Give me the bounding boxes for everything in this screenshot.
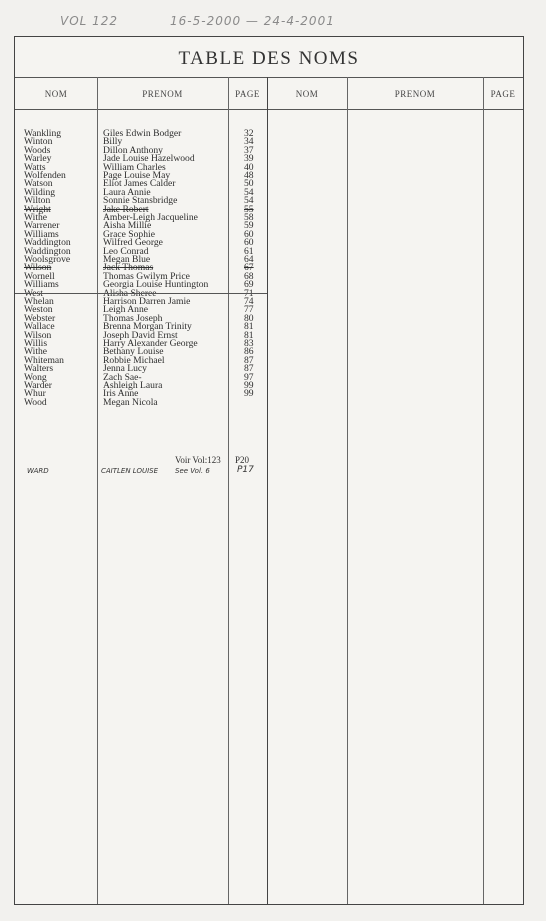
- entry-prenom: Amber-Leigh Jacqueline: [103, 212, 198, 223]
- title-rule: [15, 77, 523, 78]
- entry-prenom: Brenna Morgan Trinity: [103, 321, 192, 333]
- entry-nom: Wilding: [24, 186, 56, 198]
- entry-nom: Williams: [24, 279, 59, 291]
- handwritten-entry-see: See Vol. 6: [175, 467, 210, 475]
- entry-nom: Wallace: [24, 321, 55, 333]
- see-volume-page: P20: [235, 455, 250, 465]
- entry-prenom: Ashleigh Laura: [103, 380, 163, 391]
- entry-nom: Woolsgrove: [24, 254, 71, 265]
- entry-nom: Waddington: [24, 245, 71, 257]
- entry-nom: West: [24, 287, 43, 299]
- entry-prenom: Alisha Sheree: [103, 287, 157, 299]
- entry-nom: Wilton: [24, 195, 51, 207]
- entry-page: 40: [244, 161, 254, 173]
- entry-nom: Watson: [24, 178, 53, 190]
- col-divider-5: [483, 77, 484, 904]
- entry-prenom: Harry Alexander George: [103, 338, 198, 349]
- section-divider: [15, 293, 267, 294]
- index-table: [14, 36, 524, 905]
- entry-prenom: Georgia Louise Huntington: [103, 279, 209, 291]
- entry-nom: Wankling: [24, 128, 62, 139]
- entry-nom: Williams: [24, 228, 59, 240]
- entry-nom: Wong: [24, 371, 47, 383]
- entry-page: 67: [244, 262, 254, 274]
- entry-prenom: Robbie Michael: [103, 354, 165, 366]
- entry-nom: Withe: [24, 346, 48, 358]
- entry-nom: Whelan: [24, 296, 54, 307]
- entry-prenom: Jake Robert: [103, 203, 149, 215]
- col-head-prenom-left: PRENOM: [142, 89, 183, 99]
- entry-page: 60: [244, 228, 254, 240]
- col-head-nom-left: NOM: [44, 89, 68, 99]
- entry-nom: Warrener: [24, 220, 60, 232]
- entry-nom: Whur: [24, 388, 46, 400]
- entry-page: 60: [244, 237, 254, 249]
- entry-nom: Winton: [24, 136, 53, 148]
- entry-prenom: Thomas Gwilym Price: [103, 270, 190, 282]
- entry-page: 34: [244, 136, 254, 148]
- handwritten-entry-nom: WARD: [27, 467, 49, 475]
- entry-prenom: Dillon Anthony: [103, 144, 163, 156]
- entry-nom: Waddington: [24, 237, 71, 249]
- entry-page: 39: [244, 153, 254, 165]
- handwritten-entry-prenom: CAITLEN LOUISE: [101, 467, 159, 475]
- entry-nom: Willis: [24, 338, 48, 349]
- page-title: TABLE DES NOMS: [178, 48, 360, 69]
- entry-prenom: Aisha Millie: [103, 220, 152, 232]
- entry-prenom: Harrison Darren Jamie: [103, 296, 191, 307]
- entry-page: 54: [244, 195, 254, 207]
- entry-page: 37: [244, 144, 254, 156]
- entry-page: 64: [244, 254, 254, 265]
- entry-nom: Warley: [24, 153, 52, 165]
- entry-nom: Walters: [24, 363, 54, 375]
- entry-prenom: Zach Sae-: [103, 371, 142, 383]
- entry-page: 48: [244, 170, 254, 181]
- entry-page: 99: [244, 380, 254, 391]
- entry-page: 74: [244, 296, 254, 307]
- col-divider-2: [228, 77, 229, 904]
- entry-page: 54: [244, 186, 254, 198]
- entry-prenom: Megan Nicola: [103, 396, 158, 408]
- entry-prenom: Laura Annie: [103, 186, 151, 198]
- col-divider-center: [267, 77, 268, 904]
- entry-nom: Wilson: [24, 262, 52, 274]
- entry-page: 83: [244, 338, 254, 349]
- entry-nom: Woods: [24, 144, 51, 156]
- handwritten-entry-page: P17: [237, 465, 254, 475]
- entry-nom: Withe: [24, 212, 48, 223]
- entry-prenom: Sonnie Stansbridge: [103, 195, 178, 207]
- entry-prenom: William Charles: [103, 161, 166, 173]
- entry-page: 86: [244, 346, 254, 358]
- entry-page: 99: [244, 388, 254, 400]
- entry-nom: Wright: [24, 203, 51, 215]
- entry-prenom: Giles Edwin Bodger: [103, 128, 182, 139]
- entry-page: 69: [244, 279, 254, 291]
- col-divider-1: [97, 77, 98, 904]
- entry-prenom: Jack Thomas: [103, 262, 154, 274]
- entry-prenom: Iris Anne: [103, 388, 139, 400]
- col-divider-4: [347, 77, 348, 904]
- handwritten-date-range: 16-5-2000 — 24-4-2001: [170, 14, 335, 28]
- entry-nom: Wilson: [24, 329, 52, 341]
- entry-prenom: Eliot James Calder: [103, 178, 176, 190]
- entry-page: 97: [244, 371, 254, 383]
- entry-page: 68: [244, 270, 254, 282]
- entry-page: 61: [244, 245, 254, 257]
- entry-page: 81: [244, 329, 254, 341]
- entry-page: 87: [244, 363, 254, 375]
- entry-nom: Webster: [24, 312, 56, 324]
- entry-page: 81: [244, 321, 254, 333]
- entry-page: 77: [244, 304, 254, 316]
- col-head-prenom-right: PRENOM: [394, 89, 436, 99]
- header-rule: [15, 109, 523, 110]
- entry-prenom: Bethany Louise: [103, 346, 164, 358]
- entry-page: 58: [244, 212, 254, 223]
- entry-prenom: Jenna Lucy: [103, 363, 147, 375]
- entry-page: 87: [244, 354, 254, 366]
- entry-prenom: Joseph David Ernst: [103, 329, 178, 341]
- entry-nom: Watts: [24, 161, 46, 173]
- entry-prenom: Wilfred George: [103, 237, 163, 249]
- entry-prenom: Thomas Joseph: [103, 312, 163, 324]
- see-volume-note: Voir Vol:123: [175, 455, 221, 465]
- entry-nom: Warder: [24, 380, 52, 391]
- entry-page: 71: [244, 287, 254, 299]
- entry-page: 32: [244, 128, 254, 139]
- entry-nom: Whiteman: [24, 354, 64, 366]
- entry-prenom: Page Louise May: [103, 170, 171, 181]
- entry-page: 50: [244, 178, 254, 190]
- handwritten-volume-note: VOL 122: [60, 14, 119, 28]
- entry-nom: Wolfenden: [24, 170, 66, 181]
- entry-nom: Weston: [24, 304, 53, 316]
- col-head-page-right: PAGE: [490, 89, 516, 99]
- entry-prenom: Billy: [103, 136, 123, 148]
- entry-prenom: Megan Blue: [103, 254, 151, 265]
- entry-page: 55: [244, 203, 254, 215]
- col-head-nom-right: NOM: [295, 89, 319, 99]
- entry-nom: Wood: [24, 396, 47, 408]
- col-head-page-left: PAGE: [235, 89, 260, 99]
- entry-page: 80: [244, 312, 254, 324]
- entry-nom: Wornell: [24, 270, 55, 282]
- entry-prenom: Grace Sophie: [103, 228, 155, 240]
- entry-page: 59: [244, 220, 254, 232]
- entry-prenom: Jade Louise Hazelwood: [103, 153, 195, 165]
- entry-prenom: Leigh Anne: [103, 304, 149, 316]
- entry-prenom: Leo Conrad: [103, 245, 149, 257]
